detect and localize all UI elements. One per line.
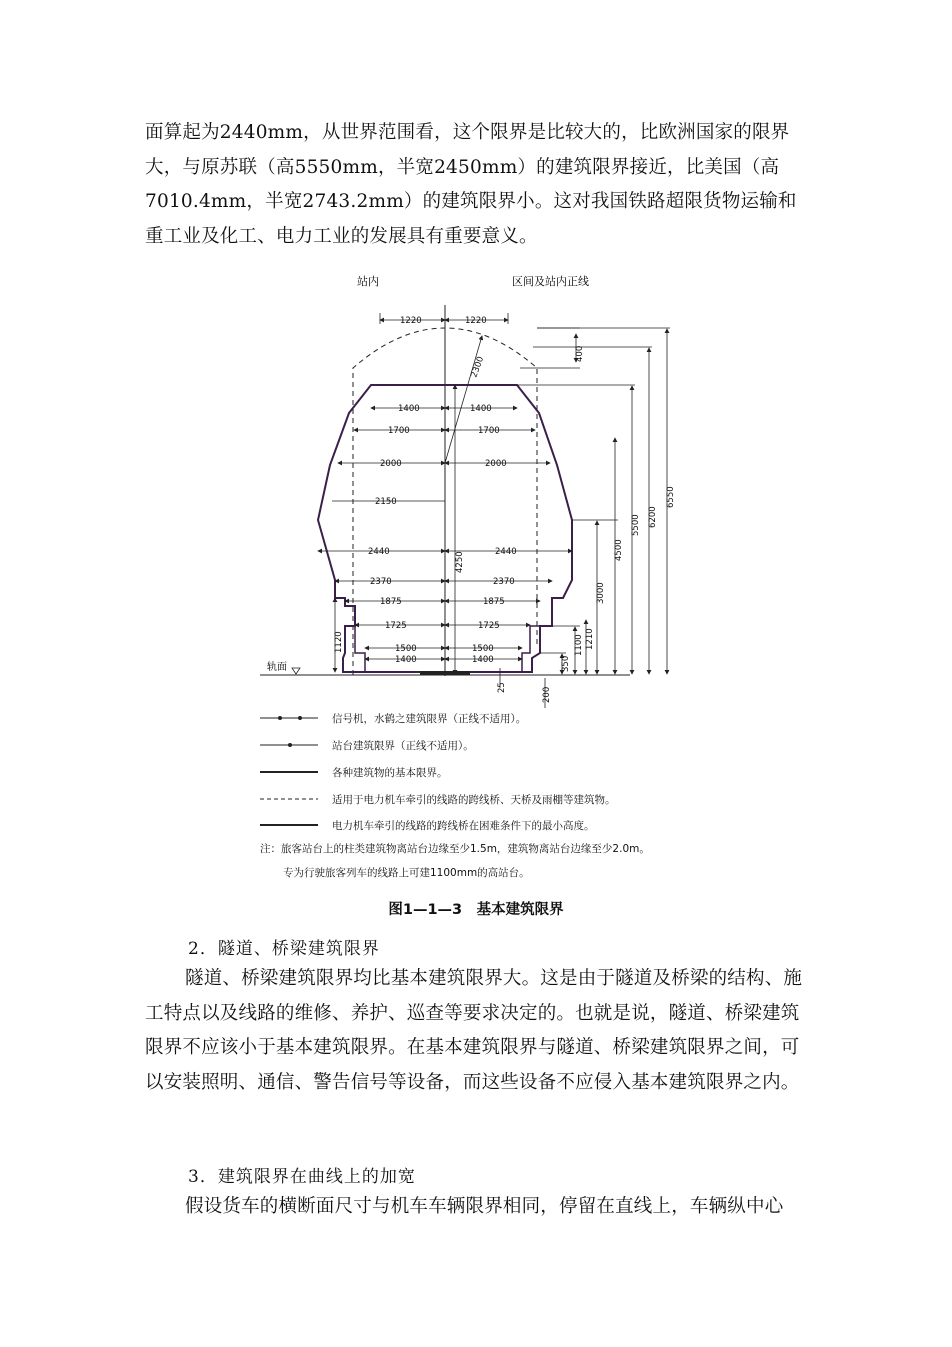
dim-1400b-right: 1400 [472, 655, 494, 665]
section-2-heading: 2．隧道、桥梁建筑限界 [188, 939, 380, 959]
dim-5500: 5500 [631, 514, 641, 536]
dim-4250: 4250 [455, 551, 465, 573]
legend-5: 电力机车牵引的线路的跨线桥在困难条件下的最小高度。 [332, 820, 595, 832]
dim-350: 350 [561, 655, 571, 672]
figure-note-1: 注：旅客站台上的柱类建筑物离站台边缘至少1.5m，建筑物离站台边缘至少2.0m。 [260, 843, 650, 855]
dim-1725-right: 1725 [478, 621, 500, 631]
dim-2300: 2300 [469, 355, 487, 380]
dim-4500: 4500 [614, 539, 624, 561]
paragraph-3: 假设货车的横断面尺寸与机车车辆限界相同，停留在直线上，车辆纵中心 [185, 1196, 784, 1217]
dim-3000: 3000 [596, 582, 606, 604]
dim-1875-right: 1875 [483, 597, 505, 607]
platform-step-left [345, 626, 365, 672]
dim-2440-right: 2440 [495, 547, 517, 557]
dim-400: 400 [575, 345, 585, 362]
clearance-diagram [250, 268, 770, 886]
figure-caption: 图1—1—3 基本建筑限界 [388, 902, 564, 918]
dim-2370-left: 2370 [370, 577, 392, 587]
dim-2000-right: 2000 [485, 459, 507, 469]
dim-1500-right: 1500 [472, 644, 494, 654]
dim-25: 25 [497, 682, 507, 693]
dim-1725-left: 1725 [385, 621, 407, 631]
figure-note-2: 专为行驶旅客列车的线路上可建1100mm的高站台。 [283, 867, 530, 879]
dim-1100: 1100 [574, 634, 584, 656]
label-station: 站内 [357, 275, 379, 288]
legend-1: 信号机，水鹤之建筑限界（正线不适用）。 [332, 713, 527, 725]
dim-1210: 1210 [585, 628, 595, 650]
rail-block [420, 671, 470, 675]
dim-2000-left: 2000 [380, 459, 402, 469]
section-3-heading: 3．建筑限界在曲线上的加宽 [188, 1167, 416, 1187]
dim-1220-left: 1220 [400, 316, 422, 326]
dim-1875-left: 1875 [380, 597, 402, 607]
dim-1500-left: 1500 [395, 644, 417, 654]
legend-3: 各种建筑物的基本限界。 [332, 767, 448, 779]
dim-1220-right: 1220 [465, 316, 487, 326]
paragraph-top: 面算起为2440mm，从世界范围看，这个限界是比较大的，比欧洲国家的限界大，与原苏联（高5550mm，半宽2450mm）的建筑限界接近，比美国（高7010.4mm，半宽2743.2mm）的建筑限界小。这对我国铁路超限货物运输和重工业及化工、电力工业的发展具有重要意义。 [145, 122, 797, 247]
dim-200: 200 [542, 686, 552, 703]
dim-2150: 2150 [375, 497, 397, 507]
legend-4: 适用于电力机车牵引的线路的跨线桥、天桥及雨棚等建筑物。 [332, 794, 616, 806]
legend-2: 站台建筑限界（正线不适用）。 [332, 740, 474, 752]
dim-2370-right: 2370 [493, 577, 515, 587]
dim-1120: 1120 [334, 631, 344, 653]
dim-6200: 6200 [648, 506, 658, 528]
paragraph-2: 隧道、桥梁建筑限界均比基本建筑限界大。这是由于隧道及桥梁的结构、施工特点以及线路的维修、养护、巡查等要求决定的。也就是说，隧道、桥梁建筑限界不应该小于基本建筑限界。在基本建筑限界与隧道、桥梁建筑限界之间，可以安装照明、通信、警告信号等设备，而这些设备不应侵入基本建筑限界之内。 [145, 968, 803, 1093]
label-mainline: 区间及站内正线 [512, 275, 589, 288]
dim-1400-left: 1400 [398, 404, 420, 414]
dim-1400b-left: 1400 [395, 655, 417, 665]
dim-1700-right: 1700 [478, 426, 500, 436]
rail-triangle-icon [292, 668, 300, 674]
dim-1700-left: 1700 [388, 426, 410, 436]
dim-2440-left: 2440 [368, 547, 390, 557]
dim-1400-right: 1400 [470, 404, 492, 414]
dim-6550: 6550 [666, 486, 676, 508]
rail-label: 轨面 [267, 662, 287, 673]
